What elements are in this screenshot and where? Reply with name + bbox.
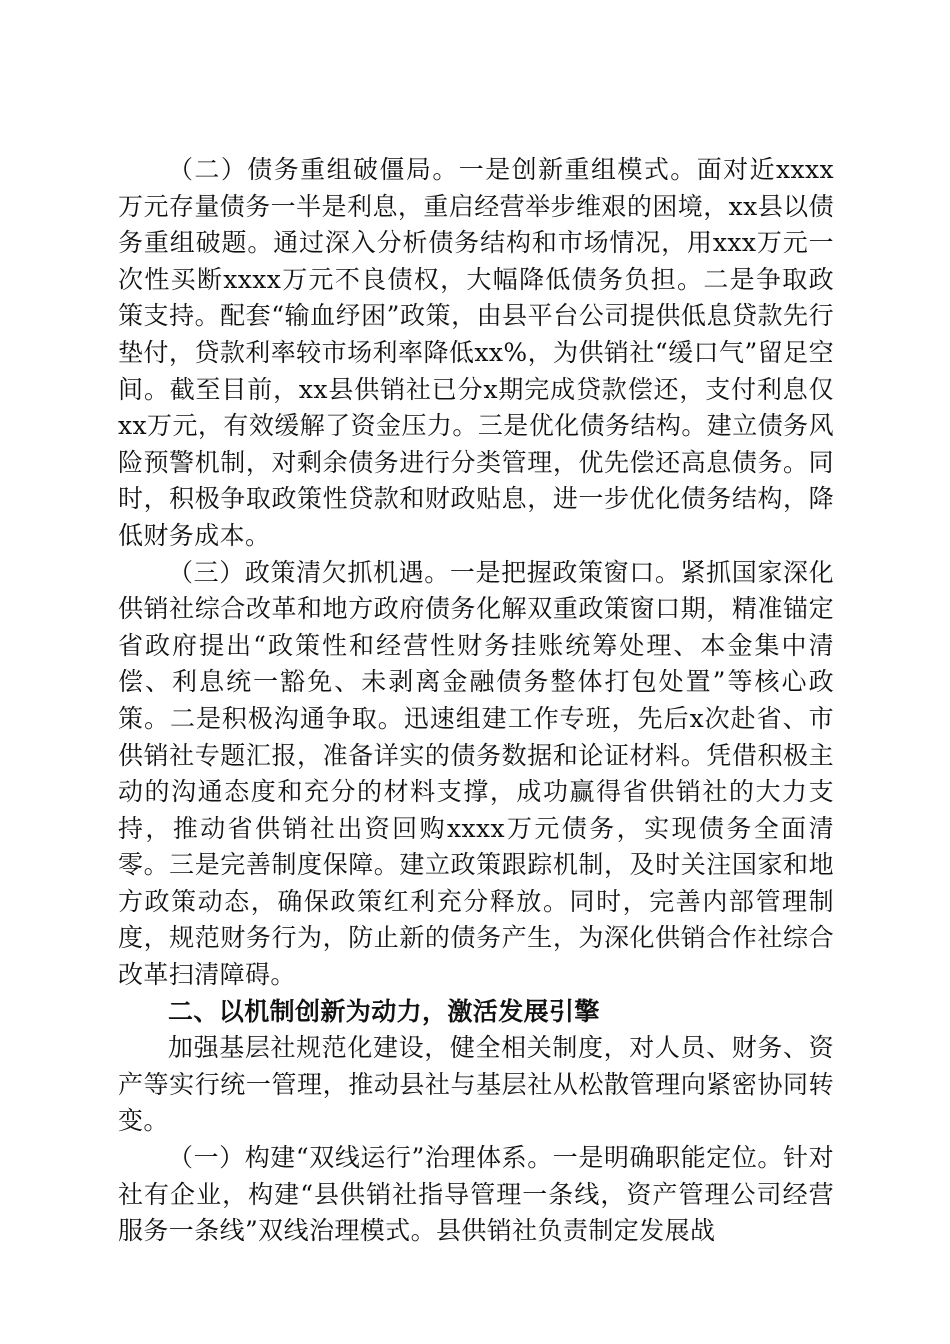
paragraph-grassroots-standardization: 加强基层社规范化建设，健全相关制度，对人员、财务、资产等实行统一管理，推动县社与基层社从松散管理向紧密协同转变。 xyxy=(118,1033,834,1136)
paragraph-policy-clearing: （三）政策清欠抓机遇。一是把握政策窗口。紧抓国家深化供销社综合改革和地方政府债务化解双重政策窗口期，精准锚定省政府提出“政策性和经营性财务挂账统筹处理、本金集中清偿、利息统一豁免、未剥离金融债务整体打包处置”等核心政策。二是积极沟通争取。迅速组建工作专班，先后x次赴省、市供销社专题汇报，准备详实的债务数据和论证材料。凭借积极主动的沟通态度和充分的材料支撑，成功赢得省供销社的大力支持，推动省供销社出资回购xxxx万元债务，实现债务全面清零。三是完善制度保障。建立政策跟踪机制，及时关注国家和地方政策动态，确保政策红利充分释放。同时，完善内部管理制度，规范财务行为，防止新的债务产生，为深化供销合作社综合改革扫清障碍。 xyxy=(118,557,834,990)
paragraph-dual-line-governance: （一）构建“双线运行”治理体系。一是明确职能定位。针对社有企业，构建“县供销社指导管理一条线，资产管理公司经营服务一条线”双线治理模式。县供销社负责制定发展战 xyxy=(118,1143,834,1246)
paragraph-debt-restructuring: （二）债务重组破僵局。一是创新重组模式。面对近xxxx万元存量债务一半是利息，重启经营举步维艰的困境，xx县以债务重组破题。通过深入分析债务结构和市场情况，用xxx万元一次性买断xxxx万元不良债权，大幅降低债务负担。二是争取政策支持。配套“输血纾困”政策，由县平台公司提供低息贷款先行垫付，贷款利率较市场利率降低xx%，为供销社“缓口气”留足空间。截至目前，xx县供销社已分x期完成贷款偿还，支付利息仅xx万元，有效缓解了资金压力。三是优化债务结构。建立债务风险预警机制，对剩余债务进行分类管理，优先偿还高息债务。同时，积极争取政策性贷款和财政贴息，进一步优化债务结构，降低财务成本。 xyxy=(118,155,834,550)
section-heading-mechanism-innovation: 二、以机制创新为动力，激活发展引擎 xyxy=(168,996,600,1026)
document-page xyxy=(118,152,834,1250)
